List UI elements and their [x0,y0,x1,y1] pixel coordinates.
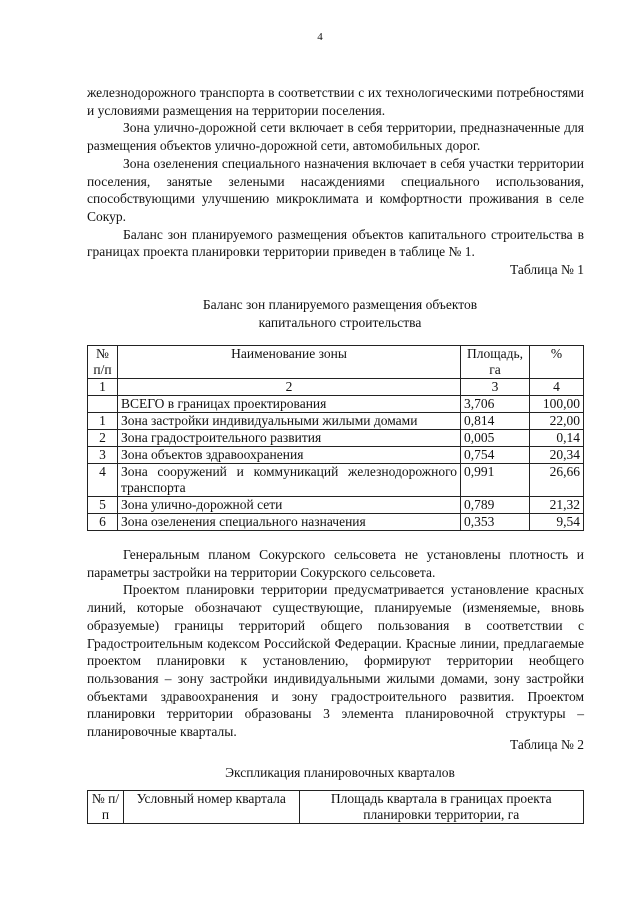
table-cell: Зона улично-дорожной сети [117,497,460,514]
table-cell: 22,00 [530,413,584,430]
table-cell: Зона градостроительного развития [117,430,460,447]
table-row [88,396,584,413]
paragraph: Генеральным планом Сокурского сельсовета не установлены плотность и параметры застройки на территории Сокурского сельсовета. [87,547,584,580]
table-cell: 3,706 [461,396,530,413]
table-cell [88,396,118,413]
intro-text [87,84,584,261]
table-cell: 0,14 [530,430,584,447]
table-cell: 1 [88,379,118,396]
paragraph: Зона озеленения специального назначения включает в себя участки территории поселения, занятые зелеными насаждениями специального использования, способствующими улучшению микроклимата и комфортности проживания в селе Сокур. [87,155,584,224]
header-cell: № п/п [88,791,124,824]
table-cell: 0,789 [461,497,530,514]
table-cell: 21,32 [530,497,584,514]
table-cell: Зона сооружений и коммуникаций железнодорожного транспорта [117,464,460,497]
table1-title-line2: капитального строительства [258,314,422,330]
table-cell: 2 [88,430,118,447]
table-cell: 0,814 [461,413,530,430]
table-cell: ВСЕГО в границах проектирования [117,396,460,413]
table2-label: Таблица № 2 [510,737,584,752]
table-row [88,464,584,497]
paragraph: Проектом планировки территории предусматривается установление красных линий, которые обозначают существующие, планируемые (изменяемые, вновь образуемые) границы территорий общего пользования в соответствии с Градостроительным кодексом Российской Федерации. Красные линии, предлагаемые проектом планировки к установлению, формируют территории необщего пользования – зону застройки индивидуальными жилыми домами, зону застройки объектами здравоохранения и зону градостроительного развития. Проектом планировки территории образованы 3 элемента планировочной структуры – планировочные кварталы. [87,582,584,740]
table-cell: 3 [461,379,530,396]
table-cell: 26,66 [530,464,584,497]
table-cell: 5 [88,497,118,514]
table-cell: 0,353 [461,514,530,531]
header-cell: Площадь квартала в границах проекта планировки территории, га [299,791,583,824]
header-cell: Площадь, га [461,346,530,379]
table-cell: Зона объектов здравоохранения [117,447,460,464]
paragraph: Баланс зон планируемого размещения объектов капитального строительства в границах проекта планировки территории приведен в таблице № 1. [87,226,584,260]
table-cell: 0,754 [461,447,530,464]
table-row [88,514,584,531]
table-cell: 100,00 [530,396,584,413]
zones-balance-table [87,345,584,531]
table-cell: Зона озеленения специального назначения [117,514,460,531]
table-cell: 9,54 [530,514,584,531]
table-cell: 4 [88,464,118,497]
table-cell: 20,34 [530,447,584,464]
paragraph: Зона улично-дорожной сети включает в себя территории, предназначенные для размещения объектов улично-дорожной сети, автомобильных дорог. [87,120,584,154]
table-header-row [88,791,584,824]
table2-title: Экспликация планировочных кварталов [225,765,455,780]
header-cell: % [530,346,584,379]
table-row [88,497,584,514]
table-cell: 3 [88,447,118,464]
table1-title [60,296,620,331]
header-cell: Условный номер квартала [123,791,299,824]
table-cell: 4 [530,379,584,396]
table-cell: Зона застройки индивидуальными жилыми домами [117,413,460,430]
quarters-table [87,790,584,824]
table1-label: Таблица № 1 [510,262,584,277]
table1-title-line1: Баланс зон планируемого размещения объектов [202,297,478,312]
table-cell: 0,991 [461,464,530,497]
table-cell: 6 [88,514,118,531]
table-cell: 0,005 [461,430,530,447]
table-row [88,430,584,447]
table-header-row [88,346,584,379]
paragraph: железнодорожного транспорта в соответствии с их технологическими потребностями и условиями размещения на территории поселения. [87,85,584,118]
middle-text [87,546,584,741]
table-cell: 1 [88,413,118,430]
header-cell: № п/п [88,346,118,379]
table-row [88,447,584,464]
page-number: 4 [317,31,323,43]
table-cell: 2 [117,379,460,396]
table-row [88,413,584,430]
numbering-row [88,379,584,396]
header-cell: Наименование зоны [117,346,460,379]
